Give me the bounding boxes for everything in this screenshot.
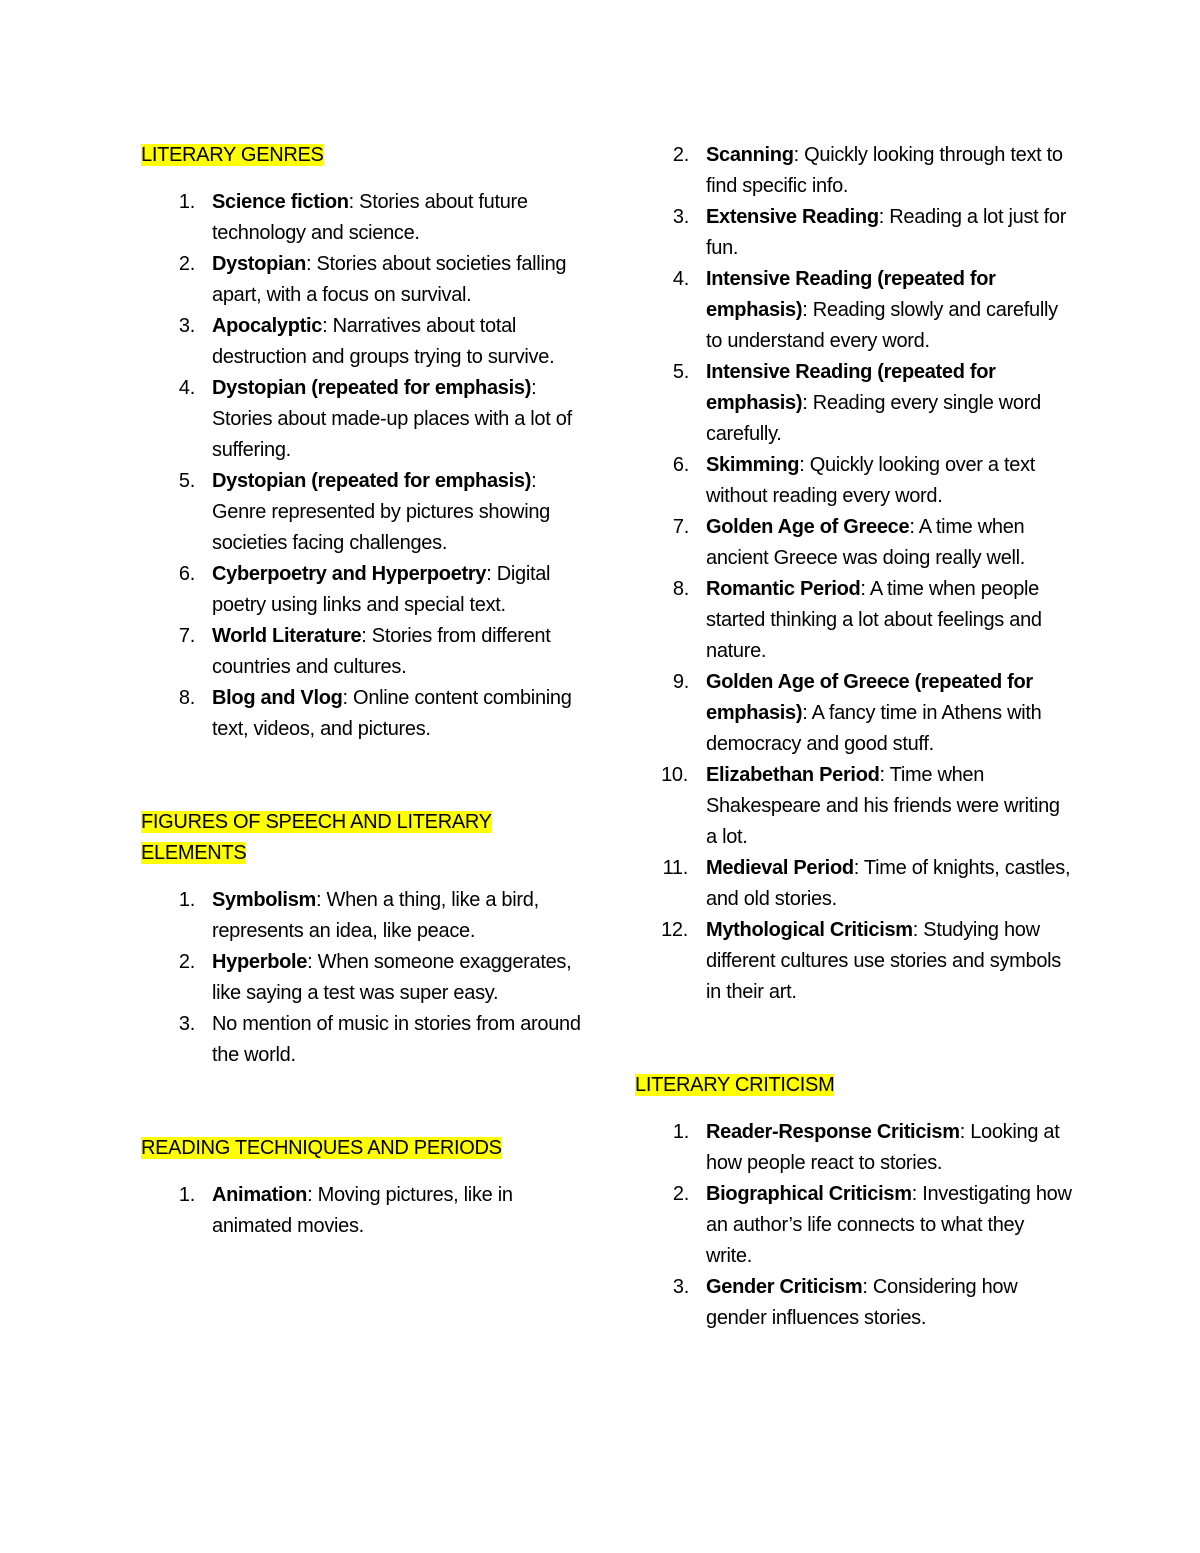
- list-item: 7. Golden Age of Greece: A time when ancient Greece was doing really well.: [672, 516, 1026, 569]
- list-literary-criticism: [635, 1117, 1075, 1334]
- list-item: 1. Science fiction: Stories about future technology and science.: [178, 191, 528, 244]
- list-item: 2. Biographical Criticism: Investigating how an author’s life connects to what they write.: [672, 1183, 1072, 1267]
- list-item: 6. Skimming: Quickly looking over a text without reading every word.: [672, 454, 1036, 507]
- list-item: 4. Intensive Reading (repeated for emphasis): Reading slowly and carefully to understand every word.: [672, 268, 1058, 352]
- list-item: 1. Reader-Response Criticism: Looking at how people react to stories.: [672, 1121, 1060, 1174]
- right-column: [635, 140, 1075, 1334]
- list-item: 5. Intensive Reading (repeated for emphasis): Reading every single word carefully.: [672, 361, 1041, 445]
- list-item: 2. Hyperbole: When someone exaggerates, like saying a test was super easy.: [178, 951, 572, 1004]
- list-item: 6. Cyberpoetry and Hyperpoetry: Digital poetry using links and special text.: [178, 563, 551, 616]
- left-column: [141, 140, 581, 1242]
- list-figures-of-speech: [141, 885, 581, 1071]
- list-item: 2. Dystopian: Stories about societies falling apart, with a focus on survival.: [178, 253, 567, 306]
- list-item: 8. Blog and Vlog: Online content combining text, videos, and pictures.: [178, 687, 572, 740]
- list-item: 1. Symbolism: When a thing, like a bird, represents an idea, like peace.: [178, 889, 539, 942]
- list-item: 9. Golden Age of Greece (repeated for emphasis): A fancy time in Athens with democracy and good stuff.: [672, 671, 1042, 755]
- list-item: 10. Elizabethan Period: Time when Shakespeare and his friends were writing a lot.: [661, 764, 1060, 848]
- list-item: 3. No mention of music in stories from around the world.: [178, 1013, 581, 1066]
- list-item: 11. Medieval Period: Time of knights, castles, and old stories.: [662, 857, 1071, 910]
- list-literary-genres: [141, 187, 581, 745]
- list-reading-techniques-continued: [635, 140, 1075, 1008]
- list-reading-techniques: [141, 1180, 581, 1242]
- section-heading-figures-of-speech: FIGURES OF SPEECH AND LITERARY ELEMENTS: [141, 811, 492, 864]
- list-item: 3. Extensive Reading: Reading a lot just for fun.: [672, 206, 1067, 259]
- list-item: 8. Romantic Period: A time when people started thinking a lot about feelings and nature.: [672, 578, 1042, 662]
- list-item: 4. Dystopian (repeated for emphasis): Stories about made-up places with a lot of suffering.: [178, 377, 572, 461]
- section-heading-literary-genres: LITERARY GENRES: [141, 144, 324, 166]
- list-item: 3. Gender Criticism: Considering how gender influences stories.: [672, 1276, 1018, 1329]
- list-item: 5. Dystopian (repeated for emphasis): Genre represented by pictures showing societies facing challenges.: [178, 470, 550, 554]
- section-heading-reading-techniques: READING TECHNIQUES AND PERIODS: [141, 1137, 502, 1159]
- list-item: 7. World Literature: Stories from different countries and cultures.: [178, 625, 551, 678]
- section-heading-literary-criticism: LITERARY CRITICISM: [635, 1074, 835, 1096]
- list-item: 12. Mythological Criticism: Studying how different cultures use stories and symbols in their art.: [661, 919, 1061, 1003]
- list-item: 1. Animation: Moving pictures, like in animated movies.: [178, 1184, 513, 1237]
- list-item: 3. Apocalyptic: Narratives about total destruction and groups trying to survive.: [178, 315, 555, 368]
- list-item: 2. Scanning: Quickly looking through text to find specific info.: [672, 144, 1063, 197]
